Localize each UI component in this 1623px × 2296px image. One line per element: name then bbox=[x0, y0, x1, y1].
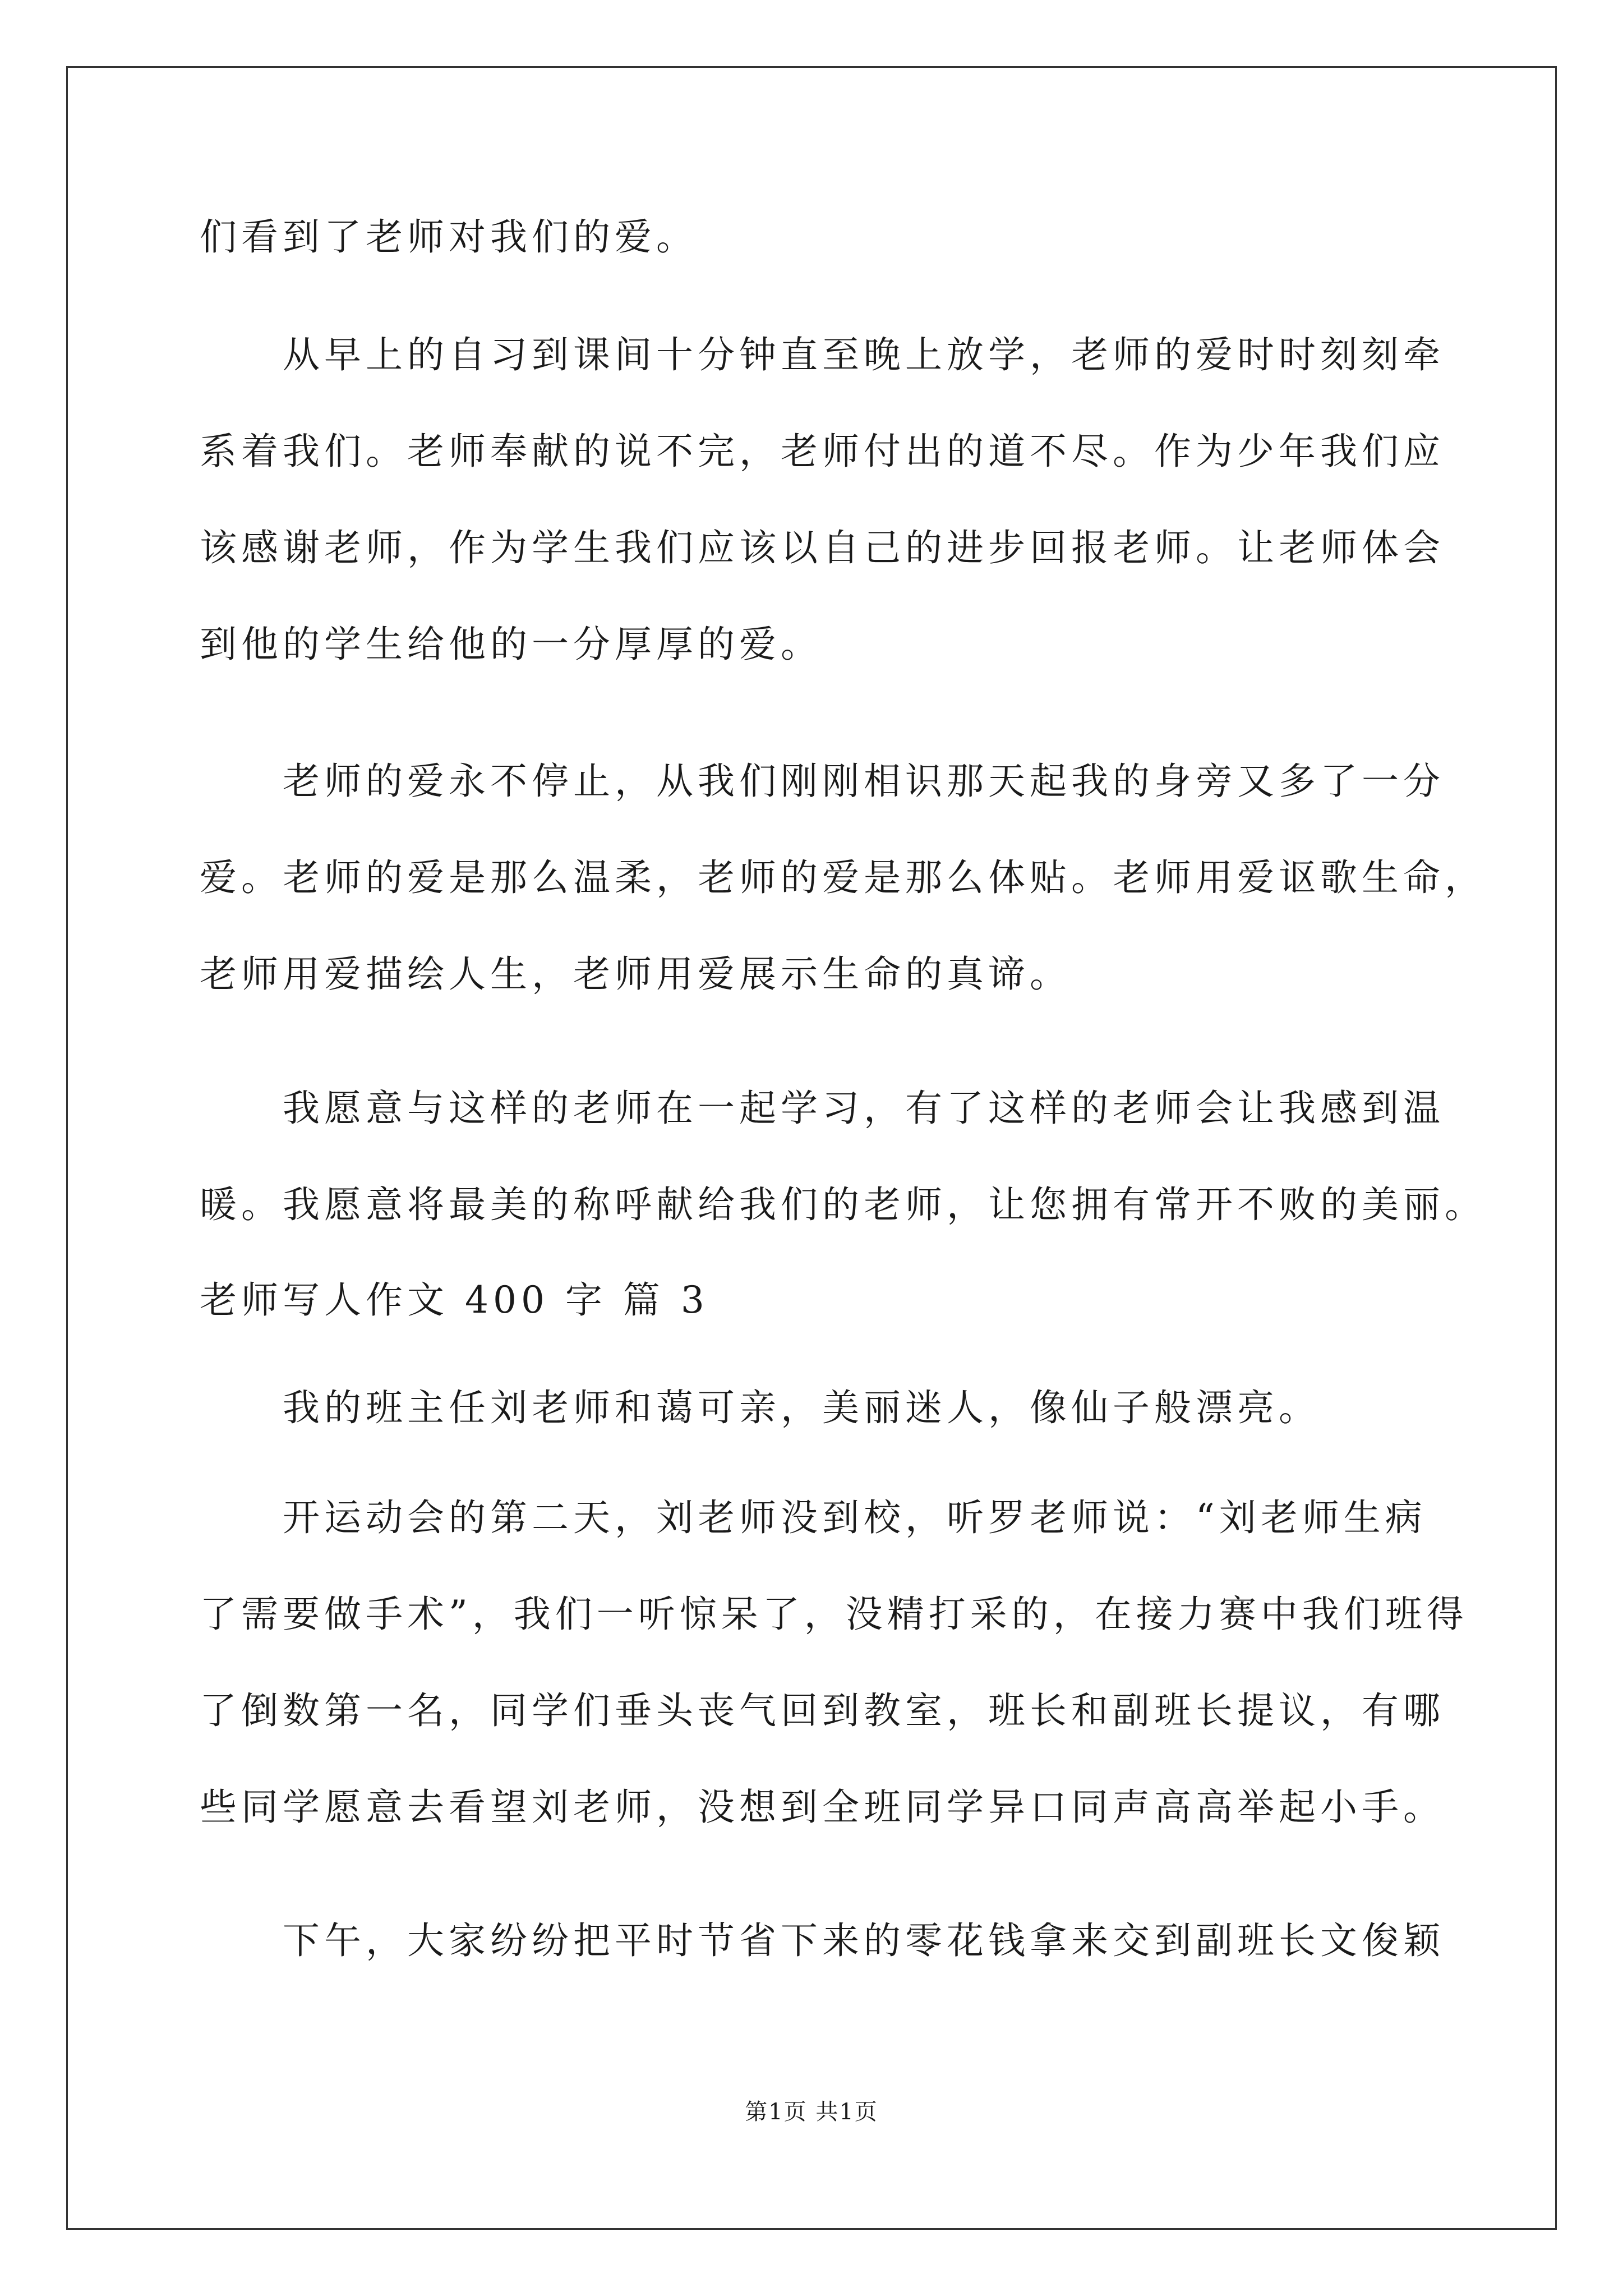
page-footer: 第1页 共1页 bbox=[745, 2099, 878, 2125]
paragraph-start-line: 开运动会的第二天，刘老师没到校，听罗老师说：“刘老师生病 bbox=[283, 1496, 1427, 1539]
text-line: 老师用爱描绘人生，老师用爱展示生命的真谛。 bbox=[200, 953, 1071, 996]
text-line: 到他的学生给他的一分厚厚的爱。 bbox=[200, 623, 822, 666]
paragraph-start-line: 我愿意与这样的老师在一起学习，有了这样的老师会让我感到温 bbox=[283, 1087, 1445, 1130]
text-line: 爱。老师的爱是那么温柔，老师的爱是那么体贴。老师用爱讴歌生命， bbox=[200, 856, 1486, 899]
paragraph-start-line: 老师的爱永不停止，从我们刚刚相识那天起我的身旁又多了一分 bbox=[283, 760, 1445, 803]
text-line: 该感谢老师，作为学生我们应该以自己的进步回报老师。让老师体会 bbox=[200, 526, 1445, 569]
text-line: 暖。我愿意将最美的称呼献给我们的老师，让您拥有常开不败的美丽。 bbox=[200, 1183, 1486, 1226]
paragraph-start-line: 我的班主任刘老师和蔼可亲，美丽迷人，像仙子般漂亮。 bbox=[283, 1386, 1320, 1429]
text-line: 了倒数第一名，同学们垂头丧气回到教室，班长和副班长提议，有哪 bbox=[200, 1689, 1445, 1732]
text-line: 们看到了老师对我们的爱。 bbox=[200, 215, 698, 259]
page-border bbox=[66, 66, 1557, 2230]
text-line: 系着我们。老师奉献的说不完，老师付出的道不尽。作为少年我们应 bbox=[200, 430, 1445, 473]
paragraph-start-line: 下午，大家纷纷把平时节省下来的零花钱拿来交到副班长文俊颖 bbox=[283, 1919, 1445, 1962]
text-line: 了需要做手术”，我们一听惊呆了，没精打采的，在接力赛中我们班得 bbox=[200, 1593, 1468, 1636]
text-line: 些同学愿意去看望刘老师，没想到全班同学异口同声高高举起小手。 bbox=[200, 1786, 1445, 1829]
section-heading: 老师写人作文 400 字 篇 3 bbox=[200, 1278, 709, 1322]
paragraph-start-line: 从早上的自习到课间十分钟直至晚上放学，老师的爱时时刻刻牵 bbox=[283, 333, 1445, 376]
